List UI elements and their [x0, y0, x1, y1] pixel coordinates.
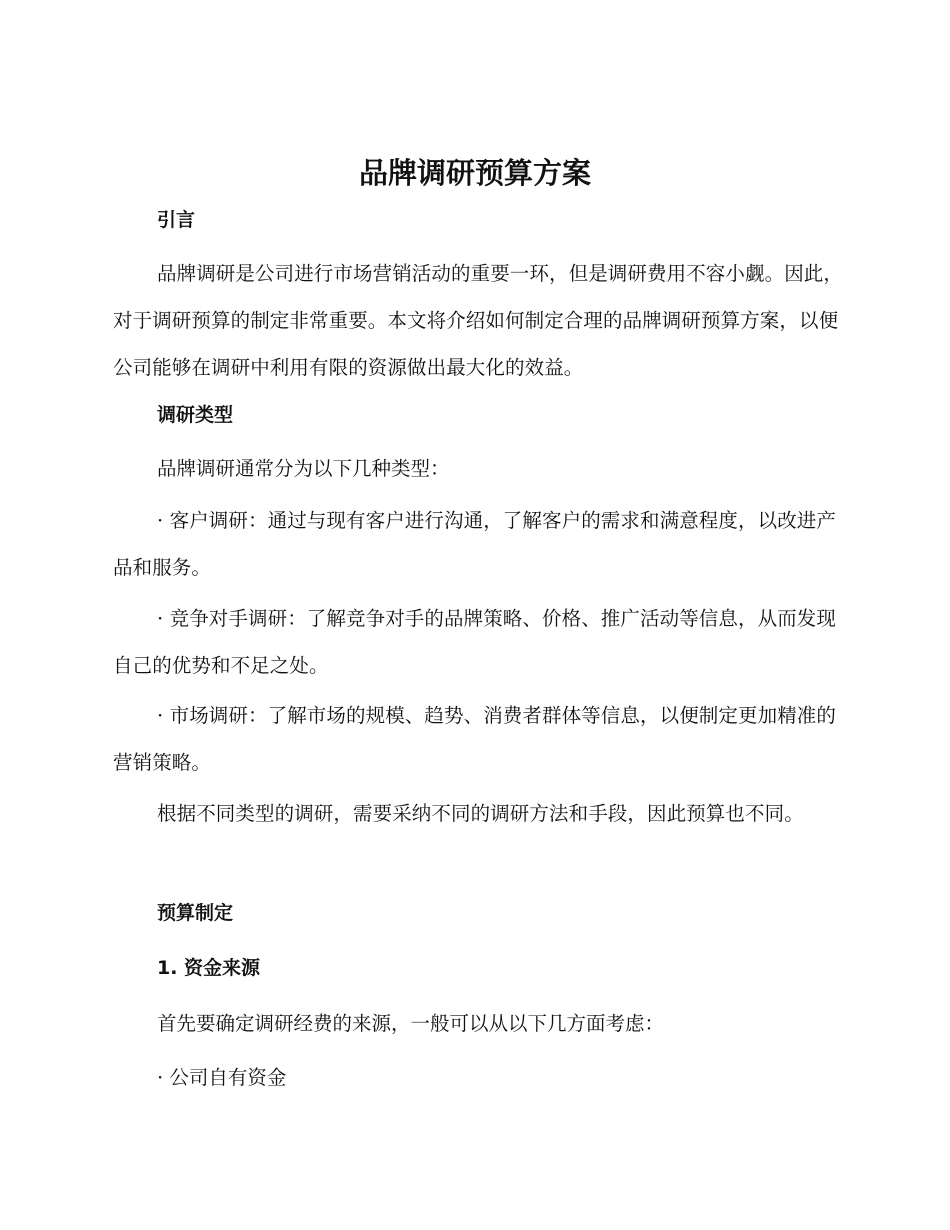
paragraph-types-conclusion: 根据不同类型的调研，需要采纳不同的调研方法和手段，因此预算也不同。	[157, 802, 804, 825]
paragraph-intro: 品牌调研是公司进行市场营销活动的重要一环，但是调研费用不容小觑。因此，对于调研预算的制定非常重要。本文将介绍如何制定合理的品牌调研预算方案，以便公司能够在调研中利用有限的资源做出最大化的效益。	[113, 262, 844, 379]
section-heading-types: 调研类型	[157, 404, 234, 426]
list-item-own-funds: · 公司自有资金	[157, 1066, 287, 1089]
list-item-market-research: · 市场调研：了解市场的规模、趋势、消费者群体等信息，以便制定更加精准的营销策略。	[113, 704, 836, 774]
section-heading-intro: 引言	[157, 209, 196, 231]
paragraph-types-intro: 品牌调研通常分为以下几种类型：	[157, 457, 450, 480]
list-item-customer-research: · 客户调研：通过与现有客户进行沟通，了解客户的需求和满意程度，以改进产品和服务。	[113, 509, 836, 579]
document-title: 品牌调研预算方案	[358, 156, 591, 190]
subsection-heading-funding: 1. 资金来源	[157, 957, 261, 979]
list-item-competitor-research: · 竞争对手调研：了解竞争对手的品牌策略、价格、推广活动等信息，从而发现自己的优势和不足之处。	[113, 607, 836, 677]
paragraph-funding-intro: 首先要确定调研经费的来源，一般可以从以下几方面考虑：	[157, 1012, 665, 1035]
section-heading-budget: 预算制定	[157, 902, 234, 924]
